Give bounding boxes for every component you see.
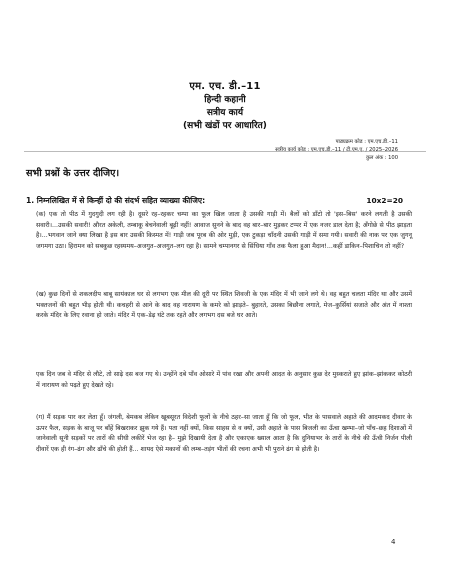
passage-kha: (ख) कुछ दिनों से शकलदीप बाबू सायंकाल घर से लगभग एक मील की दूरी पर स्थित शिवजी के एक मंदिर में भी जाने लगे थे। वह बहुत चलता मंदिर था और उसमें भक्तजनों की बहुत भीड़ होती थी। कचहरी से आने के बाद वह नारायण के कमरे को झाड़ते– बुहारते, उसका बिछौना लगाते, मेज–कुर्सियां सजाते और अंत में नाश्ता करके मंदिर के लिए रवाना हो जाते। मंदिर में एक–डेढ़ घंटे तक रहते और लगभग दस बजे घर आते। [36,291,412,320]
course-title-heading: हिन्दी कहानी [204,95,246,105]
meta-assignment-code: सत्रीय कार्य कोड : एम.एच.डी.–11 / टी.एम.ए. / 2025–2026 [275,147,398,153]
passage-ka: (क) एक तो पीठ में गुदगुदी लग रही है। दूसरे रह–रहकर चम्पा का फूल खिल जाता है उसकी गाड़ी में। बैलों को डाँटो तो 'इस–बिस' करने लगती है उसकी सवारी।...उसकी सवारी! औरत अकेली, तम्बाकू बेचनेवाली बूढ़ी नहीं! आवाज सुनने के बाद वह बार–बार मुड़कर टप्पर में एक नजर डाल देता है; अँगोछे से पीठ झाड़ता है।...भगवान जाने क्या लिखा है इस बार उसकी किस्मत में! गाड़ी जब पूरब की ओर मुड़ी, एक टुकड़ा चाँदनी उसकी गाड़ी में समा गयी। सवारी की नाक पर एक जुगनू जगमगा उठा। हिरामन को सबकुछ रहस्यमय–अजगुत–अजगुत–लग रहा है। सामने चम्पानगर से सिंधिया गाँव तक फैला हुआ मैदान!...कहीं डाकिन–पिशाचिन तो नहीं? [36,211,412,251]
question-marks: 10x2=20 [366,196,403,205]
page-number: 4 [391,538,396,546]
passage-ga: (ग) मैं सड़क पार कर लेता हूँ। जंगली, बेमकब लेकिन खूबसूरत विदेशी फूलों के नीचे ठहर–सा जाता हूँ कि जो फूल, भीत के पासवाले अहाते की आदमकद दीवार के ऊपर फैल, सड़क के बाजू पर बाँहें बिखराकर झुक गये हैं। पता नहीं क्यों, किस साहस से व क्यों, उसी अहाते के पास बिजली का ऊँचा खम्भा–जो पाँच–छह दिशाओं में जानेवाली सूनी सड़कों पर तारों की सीधी लकीरें भेज रहा है– मुझे दिखायी देता है और एकाएक ख्याल आता है कि दुनियाभर के तारों के नीचे की ऊँची निर्जन पीली दीवारें एक ही रंग–ढंग और ढाँचे की होती हैं... शायद ऐसे मकानों की लम्ब–तड़ंग भीतों की रचना अभी भी पुराने ढंग से होती है। [36,414,412,454]
course-code-heading: एम. एच. डी.–11 [189,81,261,92]
assignment-heading: सत्रीय कार्य [206,108,244,118]
instruction-text: सभी प्रश्नों के उत्तर दीजिए। [26,168,120,179]
passage-kha-continued: एक दिन जब वे मंदिर से लौटे, तो साढ़े दस बज गए थे। उन्होंने दबे पाँव ओसारे में पांव रखा और अपनी आदत के अनुसार कुछ देर मुस्कराते हुए झांक–झांककर कोठरी में नारायण को पढ़ते हुए देखते रहे। [36,371,412,389]
meta-total-marks: कुल अंक : 100 [365,155,398,161]
meta-course-code: पाठ्यक्रम कोड : एम.एच.डी.–11 [335,139,398,145]
question-text: 1. निम्नलिखित में से किन्हीं दो की संदर्भ सहित व्याख्या कीजिए: [26,196,206,205]
scope-heading: (सभी खंडों पर आधारित) [183,121,267,131]
